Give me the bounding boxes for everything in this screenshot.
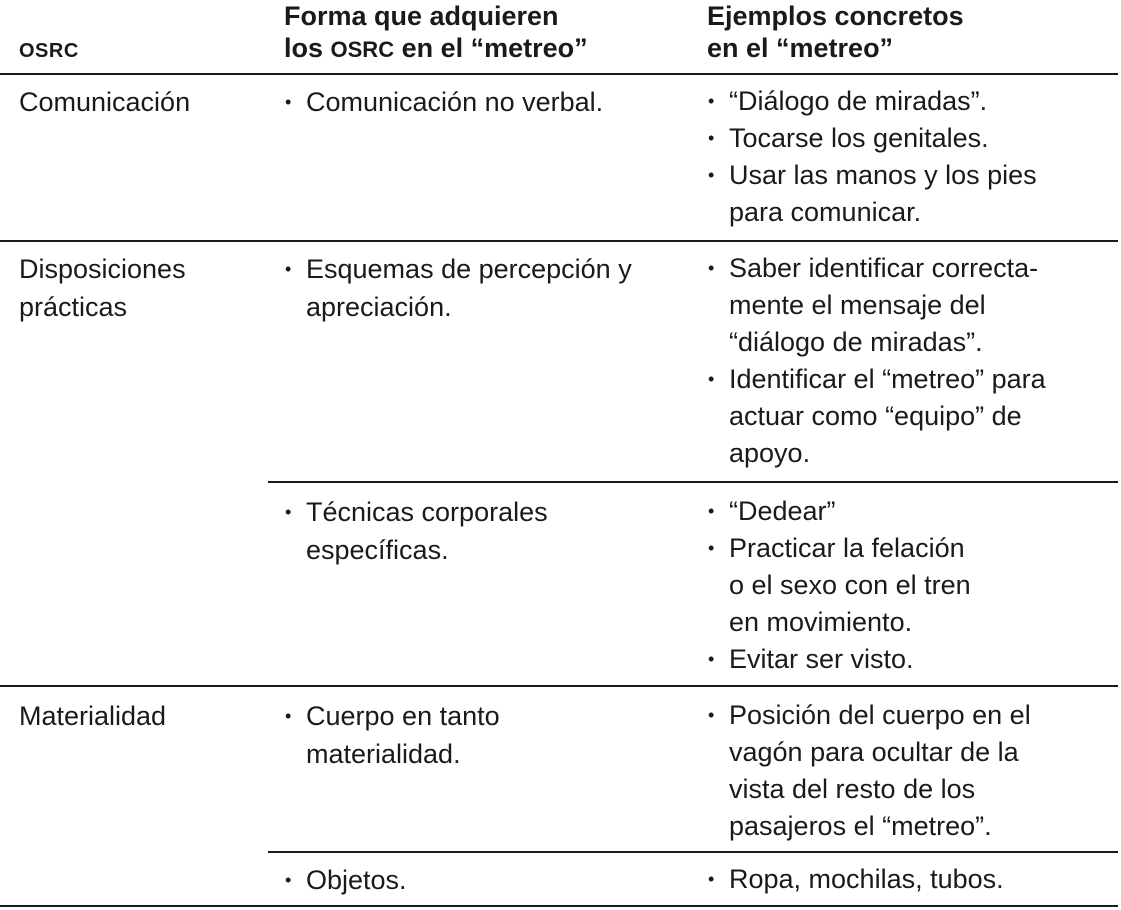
ejemplos-cell: [706, 83, 1106, 231]
ejemplo-item: [706, 641, 1106, 678]
table-row-materialidad: [0, 687, 1118, 853]
ejemplo-item: [706, 361, 1106, 472]
forma-cell: [283, 493, 683, 569]
ejemplo-item: [706, 250, 1106, 361]
header-ejemplos: [707, 0, 964, 64]
ejemplo-text: • “Diálogo de miradas”.: [729, 86, 988, 116]
forma-item: [283, 250, 683, 326]
forma-text: • Esquemas de percepción y: [306, 254, 632, 284]
ejemplo-text: para comunicar.: [729, 197, 922, 227]
forma-text: • Objetos.: [306, 865, 407, 895]
header-forma-osrc: OSRC: [330, 37, 395, 62]
table-row-disposiciones: [0, 242, 1118, 483]
header-forma-line2-post: en el “metreo”: [394, 33, 588, 63]
osrc-label: Disposiciones: [19, 254, 186, 284]
ejemplo-text: vagón para ocultar de la: [729, 737, 1019, 767]
forma-text: • Técnicas corporales: [306, 497, 548, 527]
forma-cell: [283, 250, 683, 326]
header-forma-line2-pre: los: [284, 33, 331, 63]
forma-text: específicas.: [306, 535, 449, 565]
forma-text: • Cuerpo en tanto: [306, 701, 500, 731]
forma-text: • Comunicación no verbal.: [306, 87, 604, 117]
ejemplo-text: vista del resto de los: [729, 774, 976, 804]
ejemplos-cell: [706, 861, 1106, 898]
ejemplo-text: • Practicar la felación: [729, 533, 965, 563]
forma-item: [283, 83, 683, 121]
forma-cell: [283, 861, 683, 899]
ejemplo-text: • Tocarse los genitales.: [729, 123, 989, 153]
ejemplos-cell: [706, 250, 1106, 472]
table-row-objetos: [0, 853, 1118, 907]
ejemplo-text: o el sexo con el tren: [729, 570, 971, 600]
ejemplo-text: • Usar las manos y los pies: [729, 160, 1037, 190]
ejemplo-item: [706, 530, 1106, 641]
ejemplo-text: • “Dedear”: [729, 496, 836, 526]
ejemplo-text: • Saber identificar correcta-: [729, 253, 1039, 283]
forma-cell: [283, 83, 683, 121]
ejemplo-item: [706, 697, 1106, 845]
ejemplo-text: • Posición del cuerpo en el: [729, 700, 1031, 730]
ejemplo-text: • Ropa, mochilas, tubos.: [729, 864, 1004, 894]
header-ejemplos-line1: Ejemplos concretos: [707, 1, 964, 31]
osrc-cell: [19, 697, 166, 735]
ejemplo-item: [706, 493, 1106, 530]
ejemplo-item: [706, 120, 1106, 157]
table-header: [0, 0, 1118, 75]
header-osrc: OSRC: [19, 40, 79, 62]
table-row-comunicacion: [0, 75, 1118, 242]
ejemplo-text: “diálogo de miradas”.: [729, 327, 983, 357]
ejemplo-text: • Identificar el “metreo” para: [729, 364, 1046, 394]
ejemplos-cell: [706, 697, 1106, 845]
ejemplo-text: pasajeros el “metreo”.: [729, 811, 992, 841]
forma-cell: [283, 697, 683, 773]
header-forma-line1: Forma que adquieren: [284, 1, 559, 31]
header-forma-line2: [284, 32, 588, 66]
osrc-label: Materialidad: [19, 701, 167, 731]
ejemplo-item: [706, 861, 1106, 898]
osrc-cell: [19, 250, 186, 326]
header-ejemplos-line2: en el “metreo”: [707, 33, 894, 63]
ejemplo-text: apoyo.: [729, 438, 811, 468]
forma-item: [283, 861, 683, 899]
forma-item: [283, 493, 683, 569]
ejemplo-text: en movimiento.: [729, 607, 913, 637]
header-forma: [284, 0, 588, 66]
ejemplo-text: mente el mensaje del: [729, 290, 986, 320]
forma-text: materialidad.: [306, 739, 461, 769]
ejemplo-item: [706, 83, 1106, 120]
osrc-cell: [19, 83, 190, 121]
osrc-label: prácticas: [19, 292, 128, 322]
ejemplo-text: • Evitar ser visto.: [729, 644, 914, 674]
ejemplos-cell: [706, 493, 1106, 678]
forma-item: [283, 697, 683, 773]
forma-text: apreciación.: [306, 292, 452, 322]
table-row-tecnicas: [0, 483, 1118, 687]
ejemplo-item: [706, 157, 1106, 231]
osrc-label: Comunicación: [19, 87, 191, 117]
ejemplo-text: actuar como “equipo” de: [729, 401, 1022, 431]
